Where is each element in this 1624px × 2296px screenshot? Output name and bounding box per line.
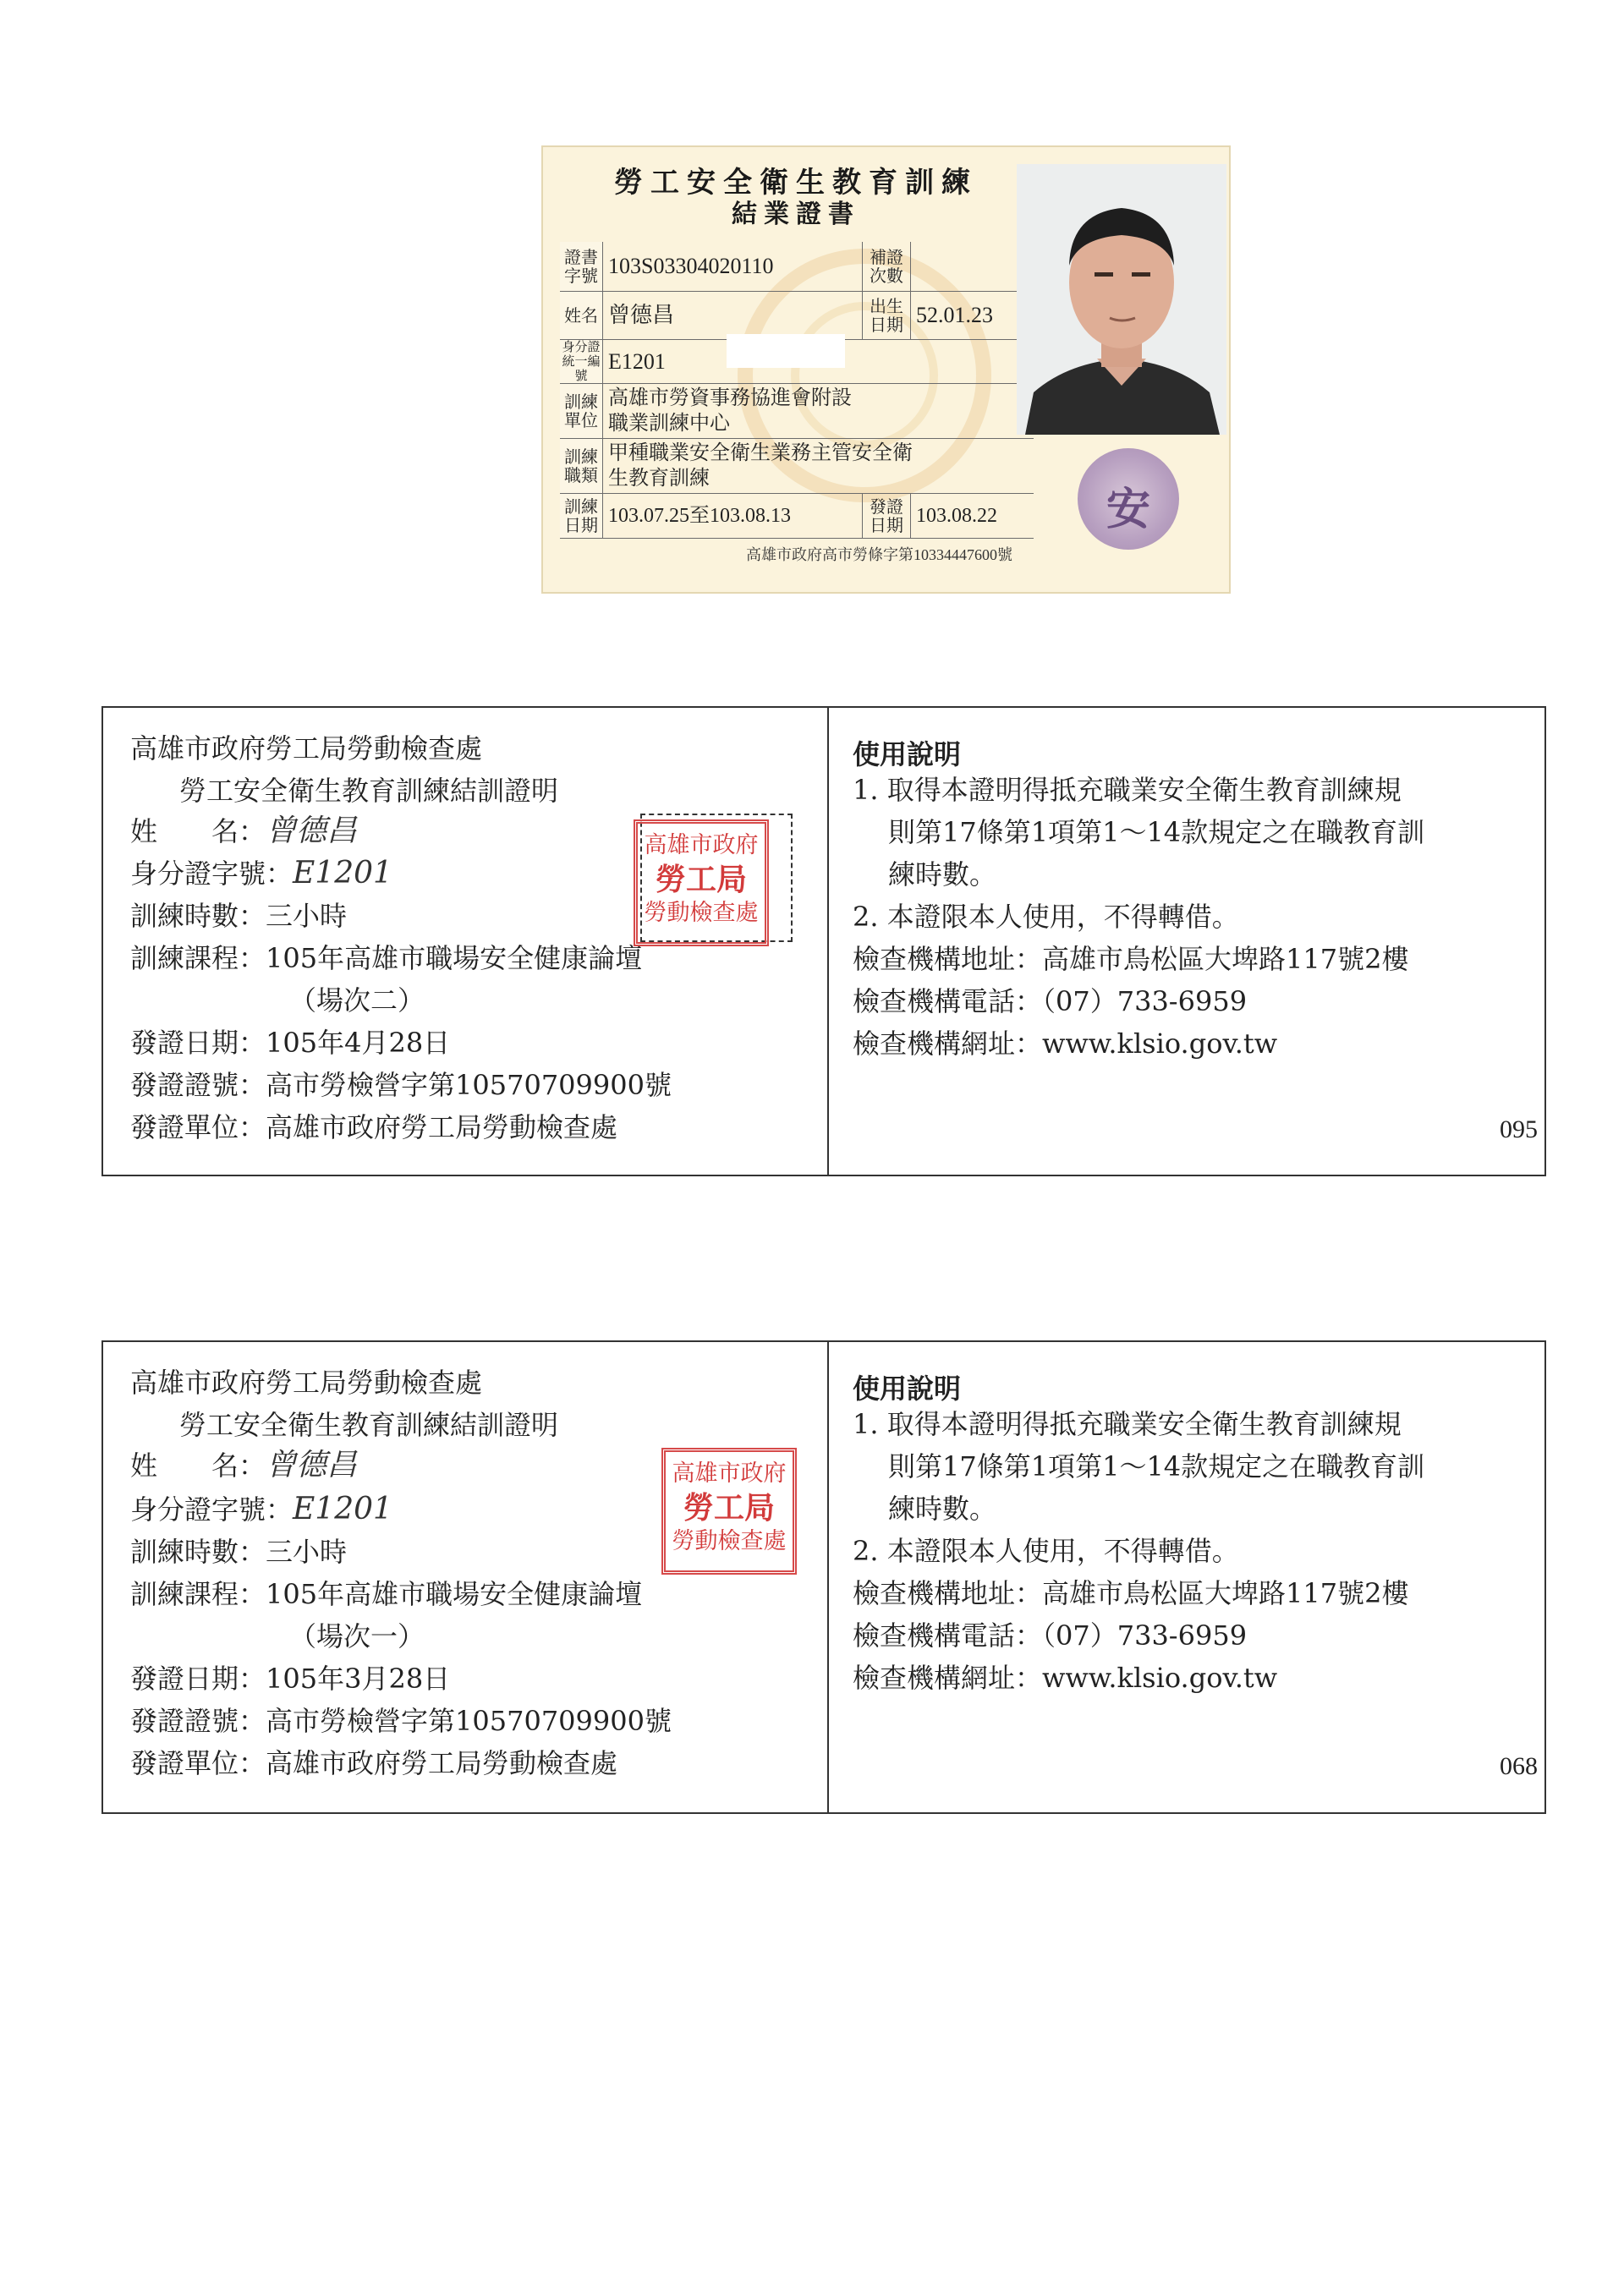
reissue-value — [910, 242, 1034, 292]
usage-instructions — [829, 1342, 1544, 1812]
issue-date-value: 103.08.22 — [910, 494, 1034, 539]
card-subtitle: 結業證書 — [732, 200, 860, 229]
course-row: 訓練課程：105年高雄市職場安全健康論壇 — [130, 1578, 643, 1610]
agency-phone: 檢查機構電話：（07）733-6959 — [853, 985, 1248, 1017]
usage-item-2: 2. 本證限本人使用，不得轉借。 — [853, 901, 1239, 933]
name-label: 姓名 — [560, 292, 603, 340]
issue-date-row: 發證日期：105年4月28日 — [130, 1027, 451, 1059]
cert-number-row: 發證證號：高市勞檢營字第10570709900號 — [130, 1069, 672, 1101]
unit-value: 高雄市勞資事務協進會附設職業訓練中心 — [603, 384, 1034, 439]
cert-number-row: 發證證號：高市勞檢營字第10570709900號 — [130, 1705, 672, 1737]
usage-item-1c: 練時數。 — [888, 858, 997, 890]
certificate-title: 勞工安全衛生教育訓練結訓證明 — [179, 1409, 559, 1441]
id-value: E1201 — [603, 340, 1034, 384]
issue-date-label: 發證日期 — [862, 494, 910, 539]
serial-number: 068 — [1500, 1752, 1538, 1780]
certificate-title: 勞工安全衛生教育訓練結訓證明 — [179, 775, 559, 807]
usage-instructions — [829, 708, 1544, 1175]
cert-no-label: 證書字號 — [560, 242, 603, 292]
id-label: 身分證統一編號 — [560, 340, 603, 384]
usage-item-1c: 練時數。 — [888, 1493, 997, 1525]
agency-phone: 檢查機構電話：（07）733-6959 — [853, 1619, 1248, 1652]
category-label: 訓練職類 — [560, 439, 603, 494]
agency-address: 檢查機構地址：高雄市鳥松區大埤路117號2樓 — [853, 1577, 1409, 1609]
course-session: （場次二） — [289, 984, 425, 1016]
id-row: 身分證字號：E1201 — [130, 856, 392, 890]
redaction-patch — [727, 334, 845, 368]
official-red-stamp: 高雄市政府 勞工局 勞動檢查處 — [634, 819, 769, 946]
usage-item-1a: 1. 取得本證明得抵充職業安全衛生教育訓練規 — [853, 1408, 1402, 1440]
issuing-unit-row: 發證單位：高雄市政府勞工局勞動檢查處 — [130, 1111, 618, 1143]
course-row: 訓練課程：105年高雄市職場安全健康論壇 — [130, 942, 643, 974]
training-certificate-card — [541, 145, 1231, 594]
issuing-unit-row: 發證單位：高雄市政府勞工局勞動檢查處 — [130, 1747, 618, 1779]
course-session: （場次一） — [289, 1620, 425, 1652]
reissue-label: 補證次數 — [862, 242, 910, 292]
train-date-value: 103.07.25至103.08.13 — [603, 494, 863, 539]
agency-website: 檢查機構網址：www.klsio.gov.tw — [853, 1027, 1278, 1060]
usage-title: 使用說明 — [853, 1373, 962, 1405]
hours-row: 訓練時數：三小時 — [130, 900, 348, 932]
agency-address: 檢查機構地址：高雄市鳥松區大埤路117號2樓 — [853, 943, 1409, 975]
name-value: 曾德昌 — [603, 292, 863, 340]
official-red-stamp: 高雄市政府 勞工局 勞動檢查處 — [661, 1448, 797, 1575]
unit-label: 訓練單位 — [560, 384, 603, 439]
issuing-org: 高雄市政府勞工局勞動檢查處 — [130, 1367, 483, 1399]
id-row: 身分證字號：E1201 — [130, 1492, 392, 1526]
name-row: 姓 名：曾德昌 — [130, 1448, 358, 1482]
handwritten-name: 曾德昌 — [266, 814, 358, 848]
certificate-details — [103, 708, 829, 1175]
agency-website: 檢查機構網址：www.klsio.gov.tw — [853, 1662, 1278, 1694]
usage-item-1a: 1. 取得本證明得抵充職業安全衛生教育訓練規 — [853, 774, 1402, 806]
certificate-details — [103, 1342, 829, 1812]
usage-item-1b: 則第17條第1項第1～14款規定之在職教育訓 — [888, 1450, 1425, 1482]
handwritten-name: 曾德昌 — [266, 1448, 358, 1482]
category-value: 甲種職業安全衛生業務主管安全衛生教育訓練 — [603, 439, 1034, 494]
name-row: 姓 名：曾德昌 — [130, 814, 358, 848]
card-official-seal: 安 — [1078, 448, 1179, 550]
usage-item-2: 2. 本證限本人使用，不得轉借。 — [853, 1535, 1239, 1567]
birth-value: 52.01.23 — [910, 292, 1034, 340]
issue-date-row: 發證日期：105年3月28日 — [130, 1663, 451, 1695]
serial-number: 095 — [1500, 1115, 1538, 1143]
completion-certificate-2 — [102, 1340, 1546, 1814]
completion-certificate-1 — [102, 706, 1546, 1176]
train-date-label: 訓練日期 — [560, 494, 603, 539]
portrait-photo — [1017, 164, 1226, 435]
handwritten-id: E1201 — [293, 856, 392, 890]
cert-no-value: 103S03304020110 — [603, 242, 863, 292]
card-footer-doc-number: 高雄市政府高市勞條字第10334447600號 — [746, 546, 1012, 563]
issuing-org: 高雄市政府勞工局勞動檢查處 — [130, 732, 483, 764]
usage-item-1b: 則第17條第1項第1～14款規定之在職教育訓 — [888, 816, 1425, 848]
birth-label: 出生日期 — [862, 292, 910, 340]
handwritten-id: E1201 — [293, 1492, 392, 1526]
usage-title: 使用說明 — [853, 738, 962, 770]
card-title: 勞工安全衛生教育訓練 — [614, 166, 978, 200]
hours-row: 訓練時數：三小時 — [130, 1536, 348, 1568]
card-info-table — [560, 242, 1034, 539]
